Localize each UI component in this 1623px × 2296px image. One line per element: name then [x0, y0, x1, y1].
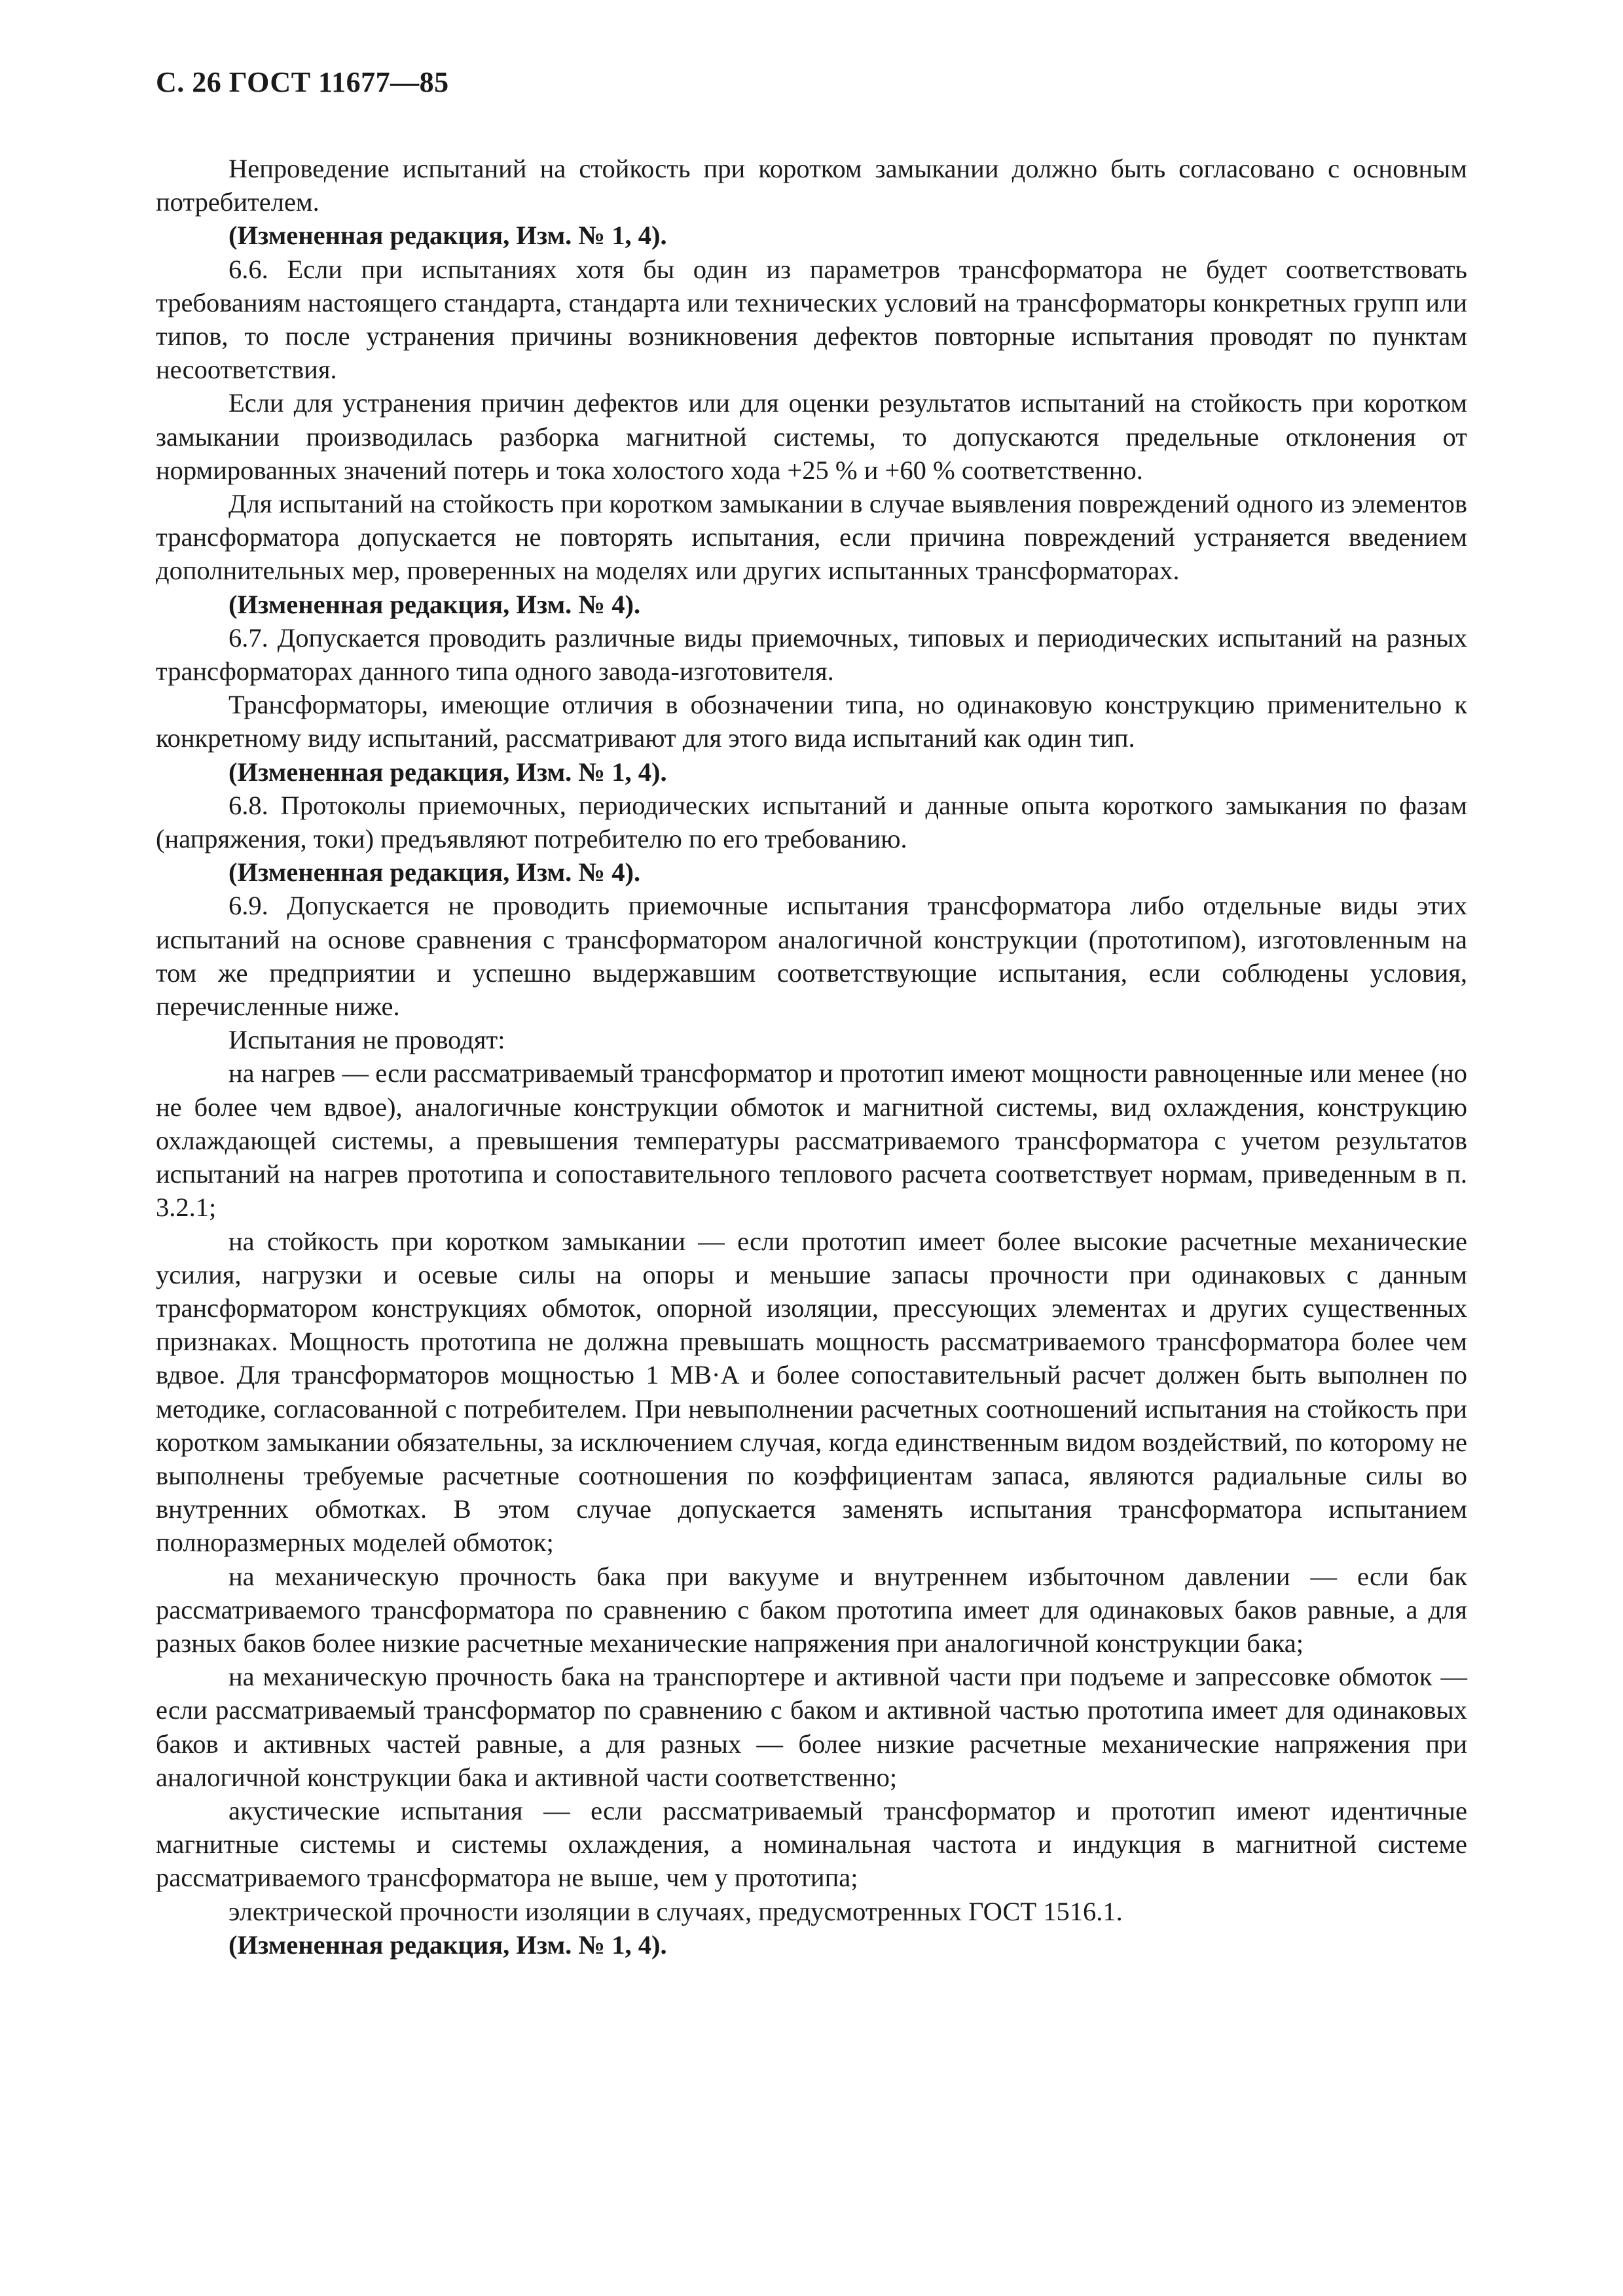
document-body	[156, 152, 1467, 1962]
amendment-note: (Измененная редакция, Изм. № 1, 4).	[228, 1929, 667, 1960]
paragraph: на нагрев — если рассматриваемый трансформатор и прототип имеют мощности равноценные или менее (но не более чем вдвое), аналогичные конструкции обмоток и магнитной системы, вид охлаждения, конструкцию охлаждающей системы, а превышения температуры рассматриваемого трансформатора с учетом результатов испытаний на нагрев прототипа и сопоставительного теплового расчета соответствует нормам, приведенным в п. 3.2.1;	[156, 1058, 1467, 1223]
paragraph: Непроведение испытаний на стойкость при коротком замыкании должно быть согласовано с основным потребителем.	[156, 154, 1467, 217]
paragraph: Испытания не проводят:	[228, 1025, 505, 1055]
paragraph: на стойкость при коротком замыкании — если прототип имеет более высокие расчетные механические усилия, нагрузки и осевые силы на опоры и меньшие запасы прочности при одинаковых с данным трансформатором конструкциях обмоток, опорной изоляции, прессующих элементах и других существенных признаках. Мощность прототипа не должна превышать мощность рассматриваемого трансформатора более чем вдвое. Для трансформаторов мощностью 1 МВ·А и более сопоставительный расчет должен быть выполнен по методике, согласованной с потребителем. При невыполнении расчетных соотношений испытания на стойкость при коротком замыкании обязательны, за исключением случая, когда единственным видом воздействий, по которому не выполнены требуемые расчетные соотношения по коэффициентам запаса, являются радиальные силы во внутренних обмотках. В этом случае допускается заменять испытания трансформатора испытанием полноразмерных моделей обмоток;	[156, 1226, 1467, 1558]
paragraph: 6.7. Допускается проводить различные виды приемочных, типовых и периодических испытаний на разных трансформаторах данного типа одного завода-изготовителя.	[156, 622, 1467, 687]
amendment-note: (Измененная редакция, Изм. № 1, 4).	[228, 221, 667, 251]
paragraph: 6.6. Если при испытаниях хотя бы один из параметров трансформатора не будет соответствовать требованиям настоящего стандарта, стандарта или технических условий на трансформаторы конкретных групп или типов, то после устранения причины возникновения дефектов повторные испытания проводят по пунктам несоответствия.	[156, 254, 1467, 385]
amendment-note: (Измененная редакция, Изм. № 4).	[228, 589, 641, 619]
amendment-note: (Измененная редакция, Изм. № 4).	[228, 857, 641, 888]
paragraph: акустические испытания — если рассматриваемый трансформатор и прототип имеют идентичные магнитные системы и системы охлаждения, а номинальная частота и индукция в магнитной системе рассматриваемого трансформатора не выше, чем у прототипа;	[156, 1795, 1467, 1893]
paragraph: электрической прочности изоляции в случаях, предусмотренных ГОСТ 1516.1.	[228, 1896, 1123, 1926]
amendment-note: (Измененная редакция, Изм. № 1, 4).	[228, 757, 667, 787]
paragraph: Для испытаний на стойкость при коротком замыкании в случае выявления повреждений одного из элементов трансформатора допускается не повторять испытания, если причина повреждений устраняется введением дополнительных мер, проверенных на моделях или других испытанных трансформаторах.	[156, 489, 1467, 586]
paragraph: на механическую прочность бака при вакууме и внутреннем избыточном давлении — если бак рассматриваемого трансформатора по сравнению с баком прототипа имеет для одинаковых баков равные, а для разных баков более низкие расчетные механические напряжения при аналогичной конструкции бака;	[156, 1561, 1467, 1658]
page-header: С. 26 ГОСТ 11677—85	[156, 66, 449, 98]
paragraph: на механическую прочность бака на транспортере и активной части при подъеме и запрессовке обмоток — если рассматриваемый трансформатор по сравнению с баком и активной частью прототипа имеет для одинаковых баков и активных частей равные, а для разных — более низкие расчетные механические напряжения при аналогичной конструкции бака и активной части соответственно;	[156, 1662, 1467, 1792]
paragraph: Трансформаторы, имеющие отличия в обозначении типа, но одинаковую конструкцию применительно к конкретному виду испытаний, рассматривают для этого вида испытаний как один тип.	[156, 690, 1467, 753]
paragraph: 6.9. Допускается не проводить приемочные испытания трансформатора либо отдельные виды этих испытаний на основе сравнения с трансформатором аналогичной конструкции (прототипом), изготовленным на том же предприятии и успешно выдержавшим соответствующие испытания, если соблюдены условия, перечисленные ниже.	[156, 891, 1467, 1022]
paragraph: Если для устранения причин дефектов или для оценки результатов испытаний на стойкость при коротком замыкании производилась разборка магнитной системы, то допускаются предельные отклонения от нормированных значений потерь и тока холостого хода +25 % и +60 % соответственно.	[156, 388, 1467, 485]
paragraph: 6.8. Протоколы приемочных, периодических испытаний и данные опыта короткого замыкания по фазам (напряжения, токи) предъявляют потребителю по его требованию.	[156, 790, 1467, 854]
